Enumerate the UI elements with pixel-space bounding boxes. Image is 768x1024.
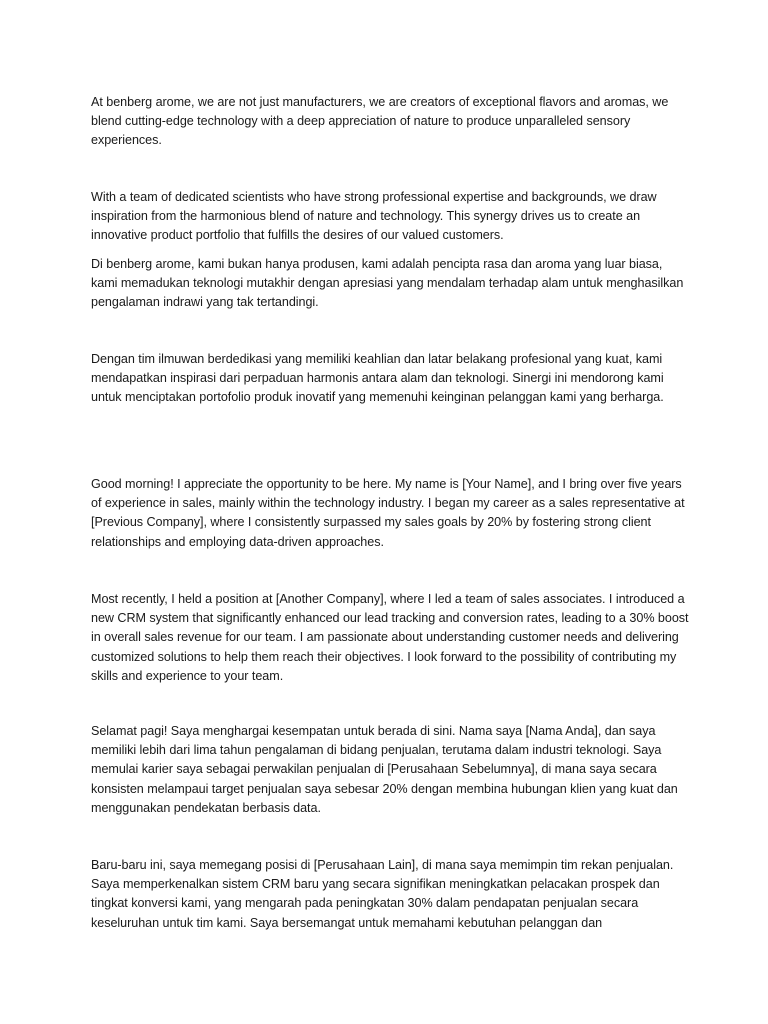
paragraph-intro-id: Di benberg arome, kami bukan hanya produsen, kami adalah pencipta rasa dan aroma yang luar biasa, kami memadukan teknologi mutakhir dengan apresiasi yang mendalam terhadap alam untuk menghasilkan pengalaman indrawi yang tak tertandingi. — [91, 257, 684, 310]
paragraph-team-id: Dengan tim ilmuwan berdedikasi yang memiliki keahlian dan latar belakang profesional yang kuat, kami mendapatkan inspirasi dari perpaduan harmonis antara alam dan teknologi. Sinergi ini mendorong kami untuk menciptakan portofolio produk inovatif yang memenuhi keinginan pelanggan kami yang berharga. — [91, 352, 664, 405]
paragraph-recent-role-en: Most recently, I held a position at [Another Company], where I led a team of sales associates. I introduced a new CRM system that significantly enhanced our lead tracking and conversion rates, leading to a 30% boost in overall sales revenue for our team. I am passionate about understanding customer needs and delivering customized solutions to help them reach their objectives. I look forward to the possibility of contributing my skills and experience to your team. — [91, 592, 689, 683]
paragraph-greeting-id: Selamat pagi! Saya menghargai kesempatan untuk berada di sini. Nama saya [Nama Anda], dan saya memiliki lebih dari lima tahun pengalaman di bidang penjualan, terutama dalam industri teknologi. Saya memulai karier saya sebagai perwakilan penjualan di [Perusahaan Sebelumnya], di mana saya secara konsisten melampaui target penjualan saya sebesar 20% dengan membina hubungan klien yang kuat dan menggunakan pendekatan berbasis data. — [91, 724, 678, 815]
paragraph-intro-en: At benberg arome, we are not just manufacturers, we are creators of exceptional flavors and aromas, we blend cutting-edge technology with a deep appreciation of nature to produce unparalleled sensory experiences. — [91, 95, 669, 148]
paragraph-greeting-en: Good morning! I appreciate the opportunity to be here. My name is [Your Name], and I bring over five years of experience in sales, mainly within the technology industry. I began my career as a sales representative at [Previous Company], where I consistently surpassed my sales goals by 20% by fostering strong client relationships and employing data-driven approaches. — [91, 477, 685, 549]
paragraph-team-en: With a team of dedicated scientists who have strong professional expertise and backgrounds, we draw inspiration from the harmonious blend of nature and technology. This synergy drives us to create an innovative product portfolio that fulfills the desires of our valued customers. — [91, 190, 657, 243]
paragraph-recent-role-id: Baru-baru ini, saya memegang posisi di [Perusahaan Lain], di mana saya memimpin tim rekan penjualan. Saya memperkenalkan sistem CRM baru yang secara signifikan meningkatkan pelacakan prospek dan tingkat konversi kami, yang mengarah pada peningkatan 30% dalam pendapatan penjualan secara keseluruhan untuk tim kami. Saya bersemangat untuk memahami kebutuhan pelanggan dan — [91, 858, 674, 930]
